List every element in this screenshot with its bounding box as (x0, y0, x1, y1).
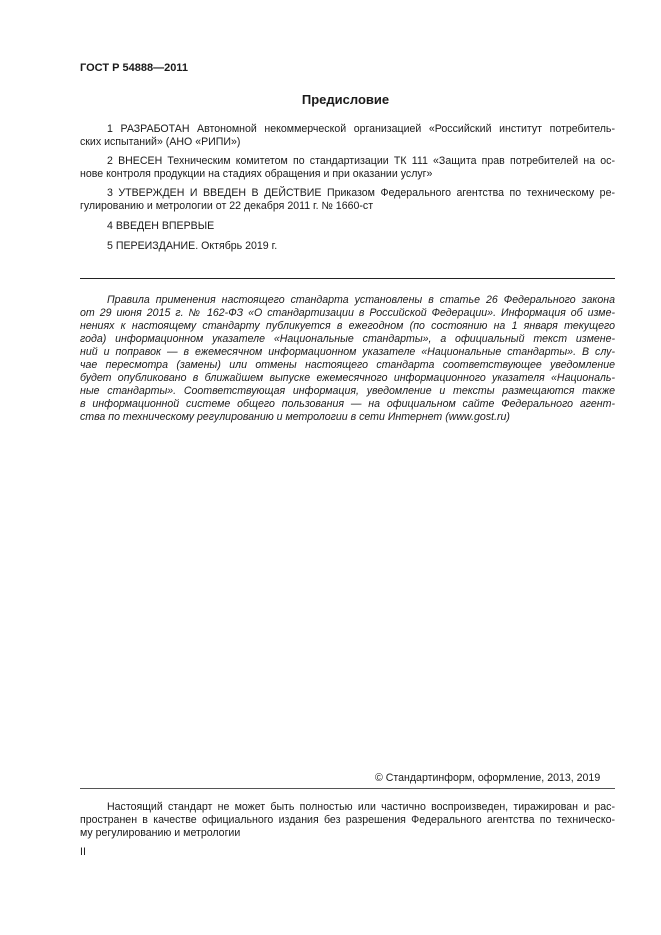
notice-line-7: будет опубликовано в ближайшем выпуске ежемесячного информационного указателя «Националь- (80, 372, 615, 384)
page-number: II (80, 846, 86, 858)
notice-line-2: от 29 июня 2015 г. № 162-ФЗ «О стандартизации в Российской Федерации». Информация об изме- (80, 307, 615, 319)
reproduction-line-3: му регулированию и метрологии (80, 827, 241, 839)
notice-line-10: ства по техническому регулированию и метрологии в сети Интернет (www.gost.ru) (80, 411, 510, 423)
foreword-item-1-line-2: ских испытаний» (АНО «РИПИ») (80, 136, 241, 148)
foreword-title: Предисловие (301, 92, 390, 107)
foreword-item-3-line-1: 3 УТВЕРЖДЕН И ВВЕДЕН В ДЕЙСТВИЕ Приказом Федерального агентства по техническому ре- (107, 187, 615, 199)
notice-line-3: нениях к настоящему стандарту публикуется в ежегодном (по состоянию на 1 января текущего (80, 320, 615, 332)
reproduction-line-1: Настоящий стандарт не может быть полностью или частично воспроизведен, тиражирован и рас- (107, 801, 615, 813)
foreword-item-3-line-2: гулированию и метрологии от 22 декабря 2011 г. № 1660-ст (80, 200, 374, 212)
document-code: ГОСТ Р 54888—2011 (80, 62, 188, 74)
foreword-item-4: 4 ВВЕДЕН ВПЕРВЫЕ (107, 220, 215, 232)
notice-line-9: в информационной системе общего пользования — на официальном сайте Федерального агент- (80, 398, 615, 410)
foreword-item-1-line-1: 1 РАЗРАБОТАН Автономной некоммерческой организацией «Российский институт потребитель- (107, 123, 615, 135)
notice-divider (80, 278, 615, 279)
copyright-notice: © Стандартинформ, оформление, 2013, 2019 (375, 772, 601, 784)
notice-line-1: Правила применения настоящего стандарта установлены в статье 26 Федерального закона (107, 294, 615, 306)
notice-line-8: ные стандарты». Соответствующая информация, уведомление и тексты размещаются также (80, 385, 615, 397)
notice-line-6: чае пересмотра (замены) или отмены настоящего стандарта соответствующее уведомление (80, 359, 615, 371)
foreword-item-5: 5 ПЕРЕИЗДАНИЕ. Октябрь 2019 г. (107, 240, 278, 252)
reproduction-line-2: пространен в качестве официального издания без разрешения Федерального агентства по техническо- (80, 814, 615, 826)
foreword-item-2-line-1: 2 ВНЕСЕН Техническим комитетом по стандартизации ТК 111 «Защита прав потребителей на ос- (107, 155, 615, 167)
footer-divider (80, 788, 615, 789)
notice-line-5: ний и поправок — в ежемесячном информационном указателе «Национальные стандарты». В слу- (80, 346, 615, 358)
foreword-item-2-line-2: нове контроля продукции на стадиях обращения и при оказании услуг» (80, 168, 433, 180)
notice-line-4: года) информационном указателе «Национальные стандарты», а официальный текст измене- (80, 333, 615, 345)
